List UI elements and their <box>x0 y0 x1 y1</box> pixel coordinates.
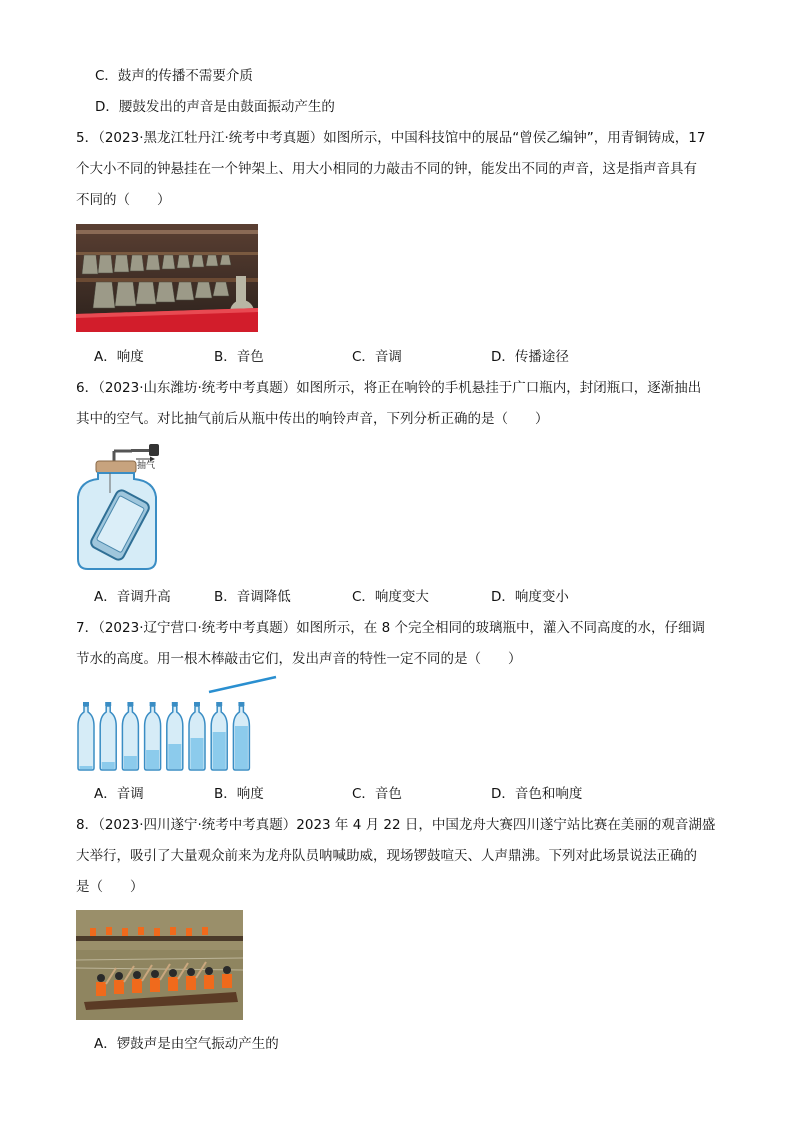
q5-option-a[interactable]: A．响度 <box>94 349 144 365</box>
q7-option-b[interactable]: B．响度 <box>214 786 264 802</box>
bells-photo <box>76 224 258 332</box>
water-level <box>80 766 93 769</box>
water-level <box>102 762 115 769</box>
water-level <box>124 756 137 769</box>
q6-text-line1: 6．（2023·山东潍坊·统考中考真题）如图所示，将正在响铃的手机悬挂于广口瓶内，封闭瓶口，逐渐抽出 <box>76 380 702 396</box>
q5-option-b[interactable]: B．音色 <box>214 349 264 365</box>
water-level <box>168 744 181 769</box>
q8-option-a[interactable]: A．锣鼓声是由空气振动产生的 <box>94 1036 279 1052</box>
q7-text-line2: 节水的高度。用一根木棒敲击它们，发出声音的特性一定不同的是（ ） <box>76 651 522 667</box>
pump-arrow-label: 抽气 <box>137 461 156 471</box>
q6-option-a[interactable]: A．音调升高 <box>94 589 171 605</box>
glass-bottle <box>233 702 249 770</box>
glass-bottle <box>189 702 205 770</box>
option-d-prev: D．腰鼓发出的声音是由鼓面振动产生的 <box>95 99 335 115</box>
bottle-phone-figure <box>74 441 178 573</box>
water-level <box>235 726 248 769</box>
q8-text-line3: 是（ ） <box>76 879 144 895</box>
q6-option-b[interactable]: B．音调降低 <box>214 589 291 605</box>
q6-option-d[interactable]: D．响度变小 <box>491 589 569 605</box>
glass-bottle <box>167 702 183 770</box>
q5-text-line1: 5．（2023·黑龙江牡丹江·统考中考真题）如图所示，中国科技馆中的展品“曾侯乙编钟”，用青铜铸成，17 <box>76 130 706 146</box>
glass-bottle <box>122 702 138 770</box>
bottles-figure <box>74 672 282 774</box>
water-level <box>146 750 159 769</box>
q7-text-line1: 7．（2023·辽宁营口·统考中考真题）如图所示，在 8 个完全相同的玻璃瓶中，灌入不同高度的水，仔细调 <box>76 620 705 636</box>
q7-option-d[interactable]: D．音色和响度 <box>491 786 583 802</box>
q7-option-c[interactable]: C．音色 <box>352 786 402 802</box>
glass-bottle <box>145 702 161 770</box>
dragon-boat-photo <box>76 910 243 1020</box>
water-level <box>213 732 226 769</box>
q8-text-line1: 8．（2023·四川遂宁·统考中考真题）2023 年 4 月 22 日，中国龙舟大赛四川遂宁站比赛在美丽的观音湖盛 <box>76 817 716 833</box>
q8-text-line2: 大举行，吸引了大量观众前来为龙舟队员呐喊助威，现场锣鼓喧天、人声鼎沸。下列对此场景说法正确的 <box>76 848 697 864</box>
option-c-prev: C．鼓声的传播不需要介质 <box>95 68 253 84</box>
q6-text-line2: 其中的空气。对比抽气前后从瓶中传出的响铃声音，下列分析正确的是（ ） <box>76 411 549 427</box>
q5-option-c[interactable]: C．音调 <box>352 349 402 365</box>
q6-option-c[interactable]: C．响度变大 <box>352 589 429 605</box>
q5-text-line3: 不同的（ ） <box>76 192 171 208</box>
q5-text-line2: 个大小不同的钟悬挂在一个钟架上、用大小相同的力敲击不同的钟，能发出不同的声音，这是指声音具有 <box>76 161 697 177</box>
glass-bottle <box>100 702 116 770</box>
water-level <box>191 738 204 769</box>
q5-option-d[interactable]: D．传播途径 <box>491 349 569 365</box>
q7-option-a[interactable]: A．音调 <box>94 786 144 802</box>
glass-bottle <box>211 702 227 770</box>
glass-bottle <box>78 702 94 770</box>
